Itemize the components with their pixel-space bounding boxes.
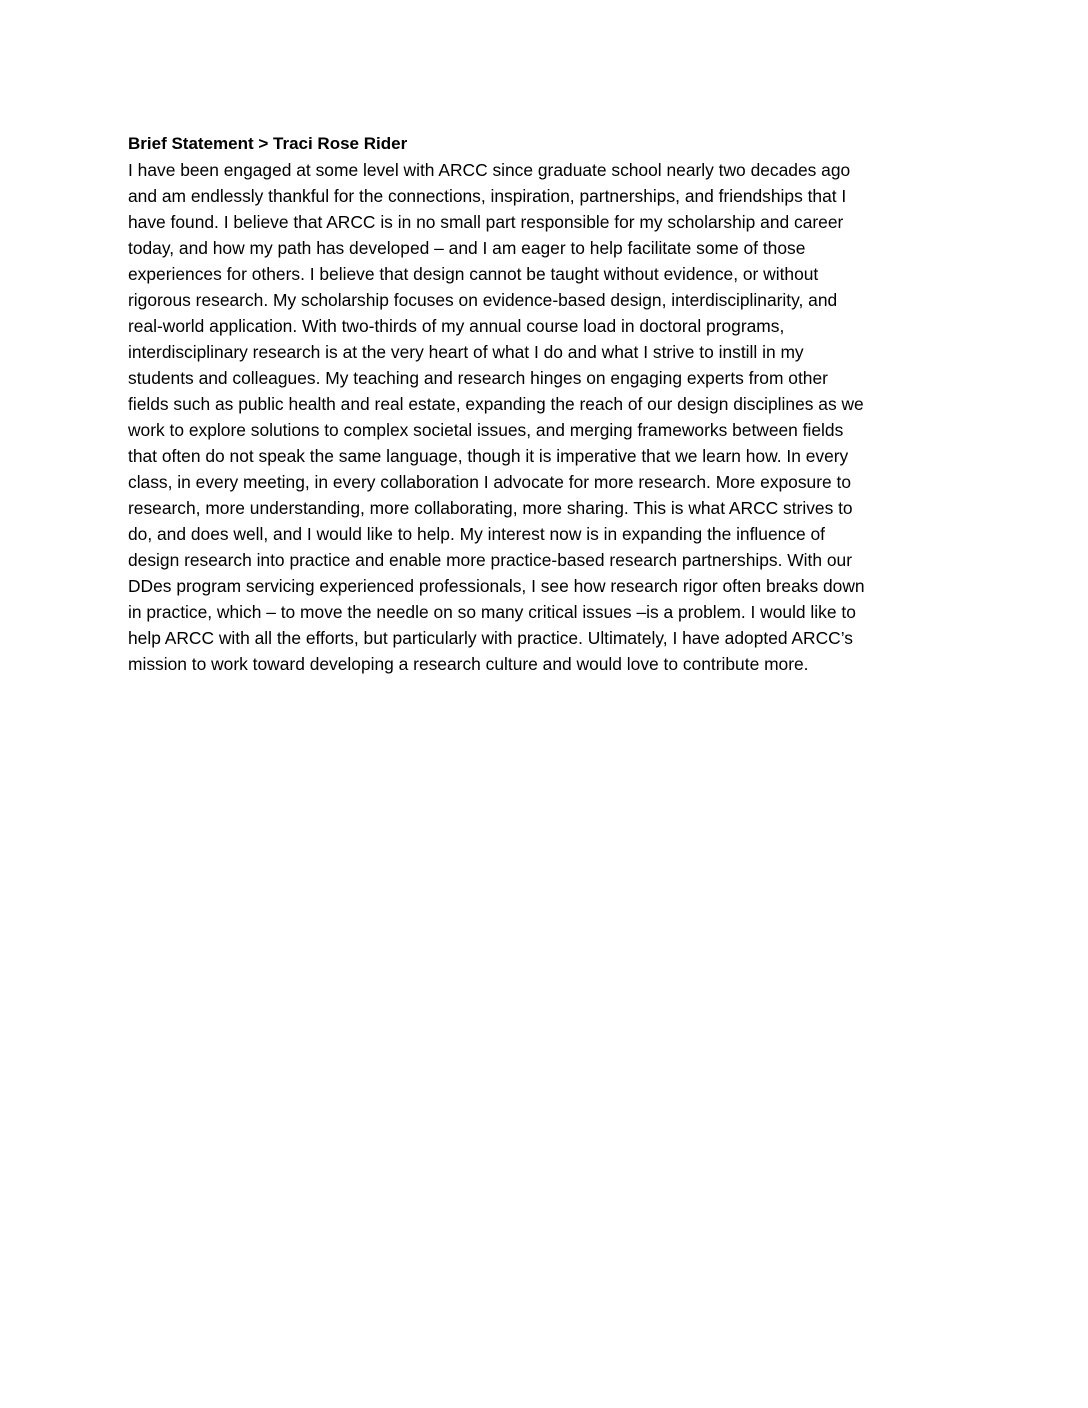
- body-line: mission to work toward developing a research culture and would love to contribute more.: [128, 654, 809, 674]
- body-line: do, and does well, and I would like to help. My interest now is in expanding the influence of: [128, 524, 826, 544]
- statement-body: [128, 157, 956, 677]
- body-line: have found. I believe that ARCC is in no small part responsible for my scholarship and career: [128, 212, 844, 232]
- body-line: design research into practice and enable more practice-based research partnerships. With our: [128, 550, 853, 570]
- body-line: rigorous research. My scholarship focuses on evidence-based design, interdisciplinarity, and: [128, 290, 838, 310]
- body-line: in practice, which – to move the needle on so many critical issues –is a problem. I would like to: [128, 602, 856, 622]
- body-line: real-world application. With two-thirds of my annual course load in doctoral programs,: [128, 316, 785, 336]
- body-line: research, more understanding, more collaborating, more sharing. This is what ARCC strives to: [128, 498, 853, 518]
- body-line: that often do not speak the same language, though it is imperative that we learn how. In every: [128, 446, 849, 466]
- body-line: fields such as public health and real estate, expanding the reach of our design disciplines as we: [128, 394, 864, 414]
- body-line: DDes program servicing experienced professionals, I see how research rigor often breaks down: [128, 576, 865, 596]
- body-line: and am endlessly thankful for the connections, inspiration, partnerships, and friendships that I: [128, 186, 847, 206]
- body-line: I have been engaged at some level with ARCC since graduate school nearly two decades ago: [128, 160, 851, 180]
- body-line: interdisciplinary research is at the very heart of what I do and what I strive to instill in my: [128, 342, 804, 362]
- body-line: today, and how my path has developed – and I am eager to help facilitate some of those: [128, 238, 806, 258]
- body-line: class, in every meeting, in every collaboration I advocate for more research. More exposure to: [128, 472, 852, 492]
- statement-heading: Brief Statement > Traci Rose Rider: [128, 134, 408, 153]
- body-line: work to explore solutions to complex societal issues, and merging frameworks between fields: [128, 420, 844, 440]
- statement-section: [128, 131, 956, 677]
- body-line: help ARCC with all the efforts, but particularly with practice. Ultimately, I have adopted ARCC’s: [128, 628, 853, 648]
- body-line: students and colleagues. My teaching and research hinges on engaging experts from other: [128, 368, 828, 388]
- body-line: experiences for others. I believe that design cannot be taught without evidence, or without: [128, 264, 819, 284]
